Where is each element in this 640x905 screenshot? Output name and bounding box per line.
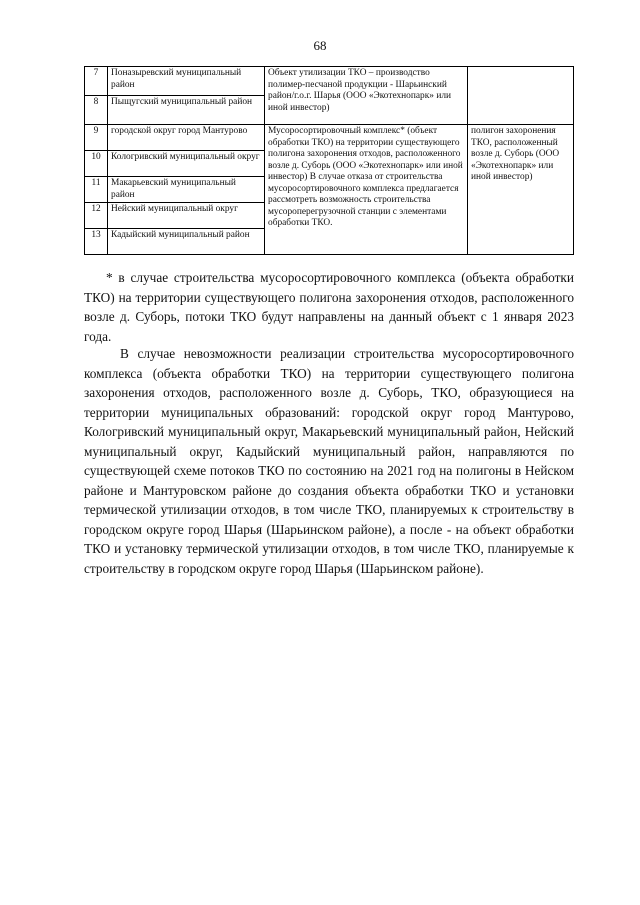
object-cell-utilization: Объект утилизации ТКО – производство полимер-песчаной продукции - Шарьинский район/г.о.г. Шарья (ООО «Экотехнопарк» или иной инвестор) <box>265 67 468 125</box>
row-number: 12 <box>85 203 108 229</box>
municipality-cell: Пыщугский муниципальный район <box>108 96 265 125</box>
waste-flow-table <box>84 66 574 255</box>
municipality-cell: городской округ город Мантурово <box>108 125 265 151</box>
row-number: 9 <box>85 125 108 151</box>
table-footnote: * в случае строительства мусоросортировочного комплекса (объекта обработки ТКО) на территории существующего полигона захоронения отходов, расположенного возле д. Суборь, потоки ТКО будут направлены на данный объект с 1 января 2023 года. <box>84 270 574 344</box>
final-disposal-cell: полигон захоронения ТКО, расположенный возле д. Суборь (ООО «Экотехнопарк» или иной инвестор) <box>468 125 574 255</box>
table-row <box>85 67 574 96</box>
municipality-cell: Нейский муниципальный округ <box>108 203 265 229</box>
municipality-cell: Поназыревский муниципальный район <box>108 67 265 96</box>
municipality-cell: Кадыйский муниципальный район <box>108 229 265 255</box>
row-number: 11 <box>85 177 108 203</box>
row-number: 10 <box>85 151 108 177</box>
row-number: 8 <box>85 96 108 125</box>
object-cell-sorting-complex: Мусоросортировочный комплекс* (объект обработки ТКО) на территории существующего полигона захоронения отходов, расположенного возле д. Суборь (ООО «Экотехнопарк» или иной инвестор) В случае отказа от строительства мусоросортировочного комплекса предлагается рассмотреть возможность строительства мусороперегрузочной станции с элементами обработки ТКО. <box>265 125 468 255</box>
row-number: 13 <box>85 229 108 255</box>
row-number: 7 <box>85 67 108 96</box>
municipality-cell: Кологривский муниципальный округ <box>108 151 265 177</box>
table-row <box>85 125 574 151</box>
page-number: 68 <box>313 38 327 53</box>
municipality-cell: Макарьевский муниципальный район <box>108 177 265 203</box>
final-disposal-empty-cell <box>468 67 574 125</box>
body-paragraph: В случае невозможности реализации строительства мусоросортировочного комплекса (объекта обработки ТКО) на территории существующего полигона захоронения отходов, расположенного возле д. Суборь, ТКО, образующиеся на территории муниципальных образований: городской округ город Мантурово, Кологривский муниципальный округ, Макарьевский муниципальный район, Нейский муниципальный округ, Кадыйский муниципальный район, направляются по существующей схеме потоков ТКО по состоянию на 2021 год на полигоны в Нейском районе и Мантуровском районе до создания объекта обработки ТКО и установки термической утилизации отходов, в том числе ТКО, планируемых к строительству в городском округе город Шарья (Шарьинском районе), а после - на объект обработки ТКО и установку термической утилизации отходов, в том числе ТКО, планируемые к строительству в городском округе город Шарья (Шарьинском районе). <box>84 346 574 576</box>
